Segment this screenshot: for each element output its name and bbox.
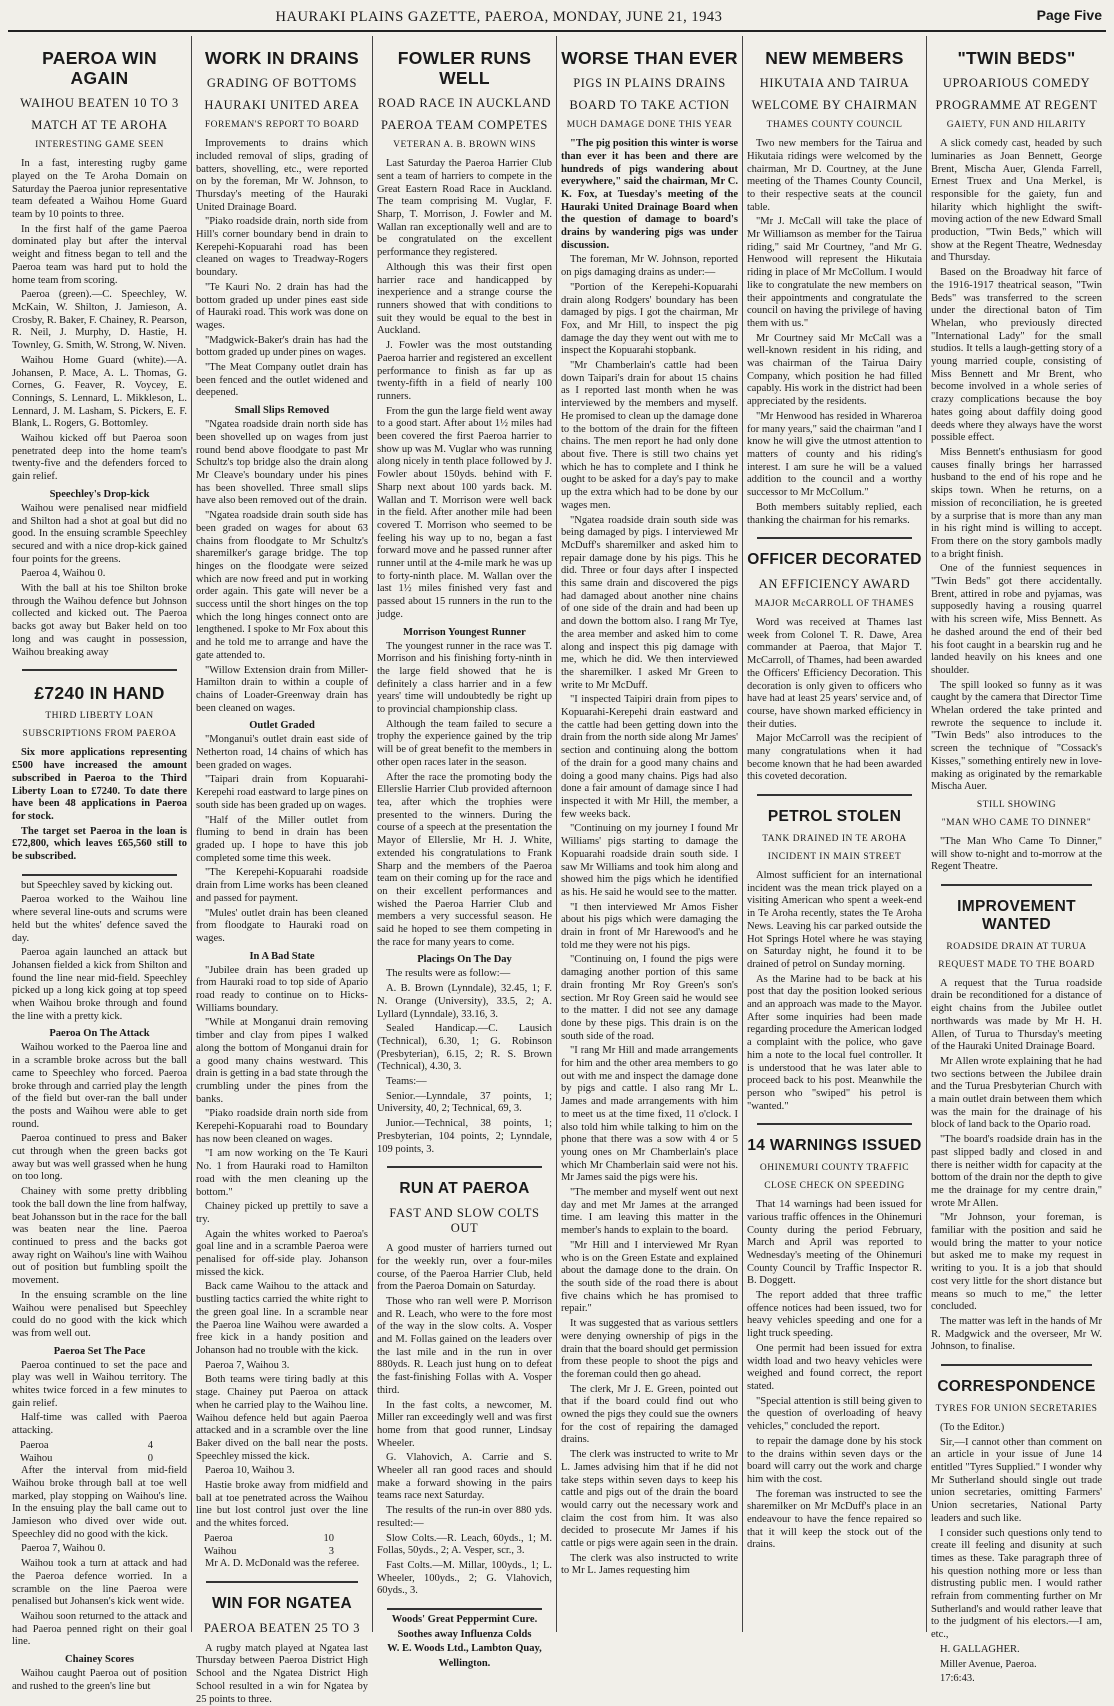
article-deck: BOARD TO TAKE ACTION	[569, 98, 730, 113]
section-rule	[757, 794, 912, 796]
paragraph: Woods' Great Peppermint Cure.	[391, 1614, 538, 1626]
subheading: In A Bad State	[249, 950, 315, 962]
paragraph-group	[12, 1360, 187, 1438]
paragraph: Paeroa 4, Waihou 0.	[21, 568, 106, 580]
paragraph-group	[377, 968, 552, 1156]
paragraph: "Portion of the Kerepehi-Kopuarahi drain along Rodgers' boundary has been damaged by pigs. I got the chairman, Mr Fox, and Mr Hill, to inspect the pig damage the day they went out with me to inspect the Kopuarahi stopbank.	[561, 281, 738, 357]
paragraph: Mr Allen wrote explaining that he had two sections between the Jubilee drain and the Turua Presbyterian Church with a main outlet drain between them which was the main for the drainage of his block of land back to the Opario road.	[931, 1055, 1102, 1131]
article-deck: HAURAKI UNITED AREA	[204, 98, 360, 113]
paragraph: J. Fowler was the most outstanding Paeroa harrier and registered an excellent performance to finish as far up as twenty-fifth in a field of nearly 100 runners.	[377, 340, 552, 402]
newspaper-title: HAURAKI PLAINS GAZETTE, PAEROA, MONDAY, JUNE 21, 1943	[275, 9, 723, 25]
score-line: Waihou 0	[20, 1452, 153, 1464]
paragraph: The clerk was also instructed to write to Mr L. James requesting him	[561, 1552, 738, 1577]
article-deck: PAEROA TEAM COMPETES	[381, 118, 548, 133]
paragraph: "The Man Who Came To Dinner," will show to-night and to-morrow at the Regent Theatre.	[931, 835, 1102, 873]
article-deck: PAEROA BEATEN 25 TO 3	[203, 1620, 361, 1635]
paragraph: Hastie broke away from midfield and ball at toe penetrated across the Waihou line but lost control just over the line and the whites forced.	[196, 1480, 368, 1530]
masthead	[8, 4, 1106, 32]
article-headline: OFFICER DECORATED	[747, 551, 922, 569]
paragraph: Those who ran well were P. Morrison and R. Leach, who were to the fore most of the way in the slow colts. A. Vosper and M. Follas gained on the leaders over the last mile and in the run in over 880yds. R. Leach just hung on to defeat the fast-finishing Follas with A. Vosper third.	[377, 1295, 552, 1396]
paragraph: Paeroa worked to the Waihou line where several line-outs and scrums were held but the whites' defence saved the day.	[12, 894, 187, 944]
paragraph-group	[931, 1422, 1102, 1686]
paragraph-group	[12, 1668, 187, 1693]
paragraph: One permit had been issued for extra width load and two heavy vehicles were weighed and found correct, the report stated.	[747, 1342, 922, 1392]
column-5	[742, 36, 926, 1632]
subheading: Paeroa Set The Pace	[53, 1345, 146, 1357]
paragraph-group	[561, 254, 738, 1578]
paragraph: "The member and myself went out next day and met Mr James at the arranged time. I am leaving this matter in the member's hands to explain to the board.	[561, 1187, 738, 1237]
paragraph-group	[196, 734, 368, 945]
article-headline: WORSE THAN EVER	[561, 48, 738, 68]
paragraph-group	[747, 138, 922, 527]
section-rule	[206, 1581, 358, 1583]
paragraph: W. E. Woods Ltd., Lambton Quay,	[387, 1643, 542, 1655]
article-deck: ROAD RACE IN AUCKLAND	[377, 96, 552, 111]
paragraph: "Piako roadside drain north side from Kerepehi-Kopuarahi road to Boundary has now been cleaned on wages.	[196, 1108, 368, 1145]
lead-paragraph: "The pig position this winter is worse than ever it has been and there are hundreds of pigs wandering about everywhere," said the chairman, Mr C. K. Fox, at Tuesday's meeting of the Hauraki United Drainage Board when the question of damage to board's drains by wandering pigs was under discussion.	[561, 138, 738, 251]
article-deck: AN EFFICIENCY AWARD	[758, 577, 911, 592]
paragraph: G. Vlahovich, A. Carrie and S. Wheeler all ran good races and should make a forward showing in the pairs teams race next Saturday.	[377, 1452, 552, 1502]
paragraph: A rugby match played at Ngatea last Thursday between Paeroa District High School and the Ngatea District High School resulted in a win for Ngatea by 25 points to three.	[196, 1642, 368, 1705]
paragraph-group	[12, 1042, 187, 1340]
paragraph: Paeroa 7, Waihou 3.	[205, 1359, 290, 1371]
paragraph: From the gun the large field went away to a good start. After about 1½ miles had been covered the first Paeroa harrier to show up was M. Vuglar who was running along nicely in tenth place followed by J. Fowler about 150yds. behind with F. Sharp next about 100 yards back. M. Wallan and T. Morrison were well back in the field. After another mile had been covered T. Morrison who seemed to be feeling his way up to no, began a fast forward move and he passed runner after runner until at the 4-mile mark he was up to forty-ninth place. M. Wallan over the last 1½ miles finished very fast and passed about 15 runners in the run to the judge.	[377, 405, 552, 620]
score-line: Waihou 3	[204, 1545, 334, 1557]
article-headline: 14 WARNINGS ISSUED	[747, 1137, 922, 1155]
article-deck: WELCOME BY CHAIRMAN	[751, 98, 918, 113]
subheading: Speechley's Drop-kick	[49, 488, 150, 500]
paragraph: "Taipari drain from Kopuarahi-Kerepehi road eastward to large pines on south side has been graded up on wages.	[196, 774, 368, 811]
article-headline: NEW MEMBERS	[765, 48, 904, 68]
paragraph: One of the funniest sequences in "Twin Beds" got there accidentally. Brent, attired in robe and pyjamas, was supposedly having a rousing quarrel with his screen wife, Miss Bennett. As he dashed around the end of their bed his foot caught in a bearskin rug and he landed heavily on his knees and one shoulder.	[931, 563, 1102, 676]
paragraph: "Mr Johnson, your foreman, is familiar with the position and said he would bring the matter to your notice but asked me to make my request in writing to you. It is a job that should cost very little for the short distance but means so much to me," the letter concluded.	[931, 1212, 1102, 1313]
article-headline: CORRESPONDENCE	[937, 1378, 1096, 1396]
article-deck: TANK DRAINED IN TE AROHA	[762, 833, 907, 844]
paragraph: "Monganui's outlet drain east side of Netherton road, 14 chains of which has been graded on wages.	[196, 734, 368, 771]
paragraph: Both teams were tiring badly at this stage. Chainey put Paeroa on attack when he carried play to the Waihou line. Waihou defence held but again Paeroa attacked and in a scramble over the line Baker dived on the ball near the posts. Speechley missed the kick.	[196, 1374, 368, 1462]
paragraph: Paeroa continued to press and Baker cut through when the green backs got away but was well grassed when he hung on too long.	[12, 1133, 187, 1183]
paragraph-group	[931, 978, 1102, 1354]
subheading: Chainey Scores	[65, 1654, 134, 1666]
paragraph-group	[931, 138, 1102, 794]
page-number: Page Five	[1036, 7, 1102, 23]
paragraph: 17:6:43.	[940, 1673, 975, 1685]
paragraph: "The board's roadside drain has in the past slipped badly and closed in and there is neither width for capacity at the bottom of the drain nor the depth to give me the drainage for my centre drain," wrote Mr Allen.	[931, 1134, 1102, 1209]
article-deck: THIRD LIBERTY LOAN	[45, 711, 154, 722]
paragraph: Again the whites worked to Paeroa's goal line and in a scramble Paeroa were penalised for off-side play. Johanson missed the kick.	[196, 1228, 368, 1278]
paragraph: (To the Editor.)	[940, 1421, 1005, 1433]
paragraph: Waihou were penalised near midfield and Shilton had a shot at goal but did no good. In the ensuing scramble Speechley secured and with a nice drop-kick gained four points for the greens.	[12, 502, 187, 565]
paragraph: Senior.—Lynndale, 37 points, 1; University, 40, 2; Technical, 69, 3.	[377, 1090, 552, 1115]
article-deck: TYRES FOR UNION SECRETARIES	[935, 1403, 1098, 1414]
paragraph: to repair the damage done by his stock to the drains within seven days or the board will carry out the work and charge him with the cost.	[747, 1435, 922, 1485]
paragraph: "Mules' outlet drain has been cleaned from floodgate to Hauraki road on wages.	[196, 907, 368, 944]
paragraph: Wellington.	[438, 1658, 491, 1670]
section-rule	[387, 1608, 542, 1610]
paragraph: The report added that three traffic offence notices had been issued, two for heavy vehicles speeding and one for a light truck speeding.	[747, 1290, 922, 1340]
paragraph: "Madgwick-Baker's drain has had the bottom graded up under pines on wages.	[196, 334, 368, 359]
paragraph: The matter was left in the hands of Mr R. Madgwick and the overseer, Mr W. Johnson, to finalise.	[931, 1316, 1102, 1353]
score-line: Paeroa 4	[20, 1439, 153, 1451]
article-deck: HIKUTAIA AND TAIRUA	[759, 76, 910, 91]
section-rule	[387, 1166, 542, 1168]
paragraph: After the race the promoting body the Ellerslie Harrier Club provided afternoon tea, after which the trophies were presented to the winners. During the course of a speech at the presentation the Mayor of Ellerslie, Mr H. J. White, extended his congratulations to Frank Sharp and the members of the Paeroa team on their coming up for the race and on their excellent performances and wished the Paeroa Harrier Club and members a very successful season. He said he hoped to see them competing in the race for many years to come.	[377, 771, 552, 948]
paragraph: Teams:—	[386, 1076, 427, 1088]
paragraph: Miller Avenue, Paeroa.	[940, 1658, 1037, 1670]
paragraph: "Ngatea roadside drain north side has been shovelled up on wages from just round bend above floodgate to past Mr Schultz's top bridge also the drain along Mr Cleave's boundary under his pines has been shovelled. Three small slips have also been removed out of the drain.	[196, 419, 368, 507]
paragraph: Based on the Broadway hit farce of the 1916-1917 theatrical season, "Twin Beds" was transferred to the screen under the directional baton of Tim Whelan, who previously directed "International Lady" for the small studios. It tells a laugh-getting story of a young married couple, consisting of Miss Bennett and Mr Brent, who become involved in a whole series of crazy complications because the boy hates going about daffily doing good deeds where they always have the worst possible effect.	[931, 267, 1102, 444]
section-rule	[757, 1123, 912, 1125]
paragraph: The clerk was instructed to write to Mr L. James advising him that if he did not take steps within seven days to keep his cattle and pigs out of the drain the board would carry out the necessary work and claim the cost from him. It was also decided to prosecute Mr James if his cattle or pigs were again seen in the drain.	[561, 1449, 738, 1550]
paragraph: Half-time was called with Paeroa attacking.	[12, 1412, 187, 1437]
paragraph: In the fast colts, a newcomer, M. Miller ran exceedingly well and was first home from that good runner, Lindsay Wheeler.	[377, 1399, 552, 1449]
paragraph: After the interval from mid-field Waihou broke through ball at toe well marked, play stopping on Waihou's line. In the ensuing play the ball came out to Jamieson who dived over wide out. Speechley did no good with the kick.	[12, 1465, 187, 1540]
paragraph: Although this was their first open harrier race and handicapped by inexperience and a strange course the runners showed that with conditions to suit they would be equal to the best in Auckland.	[377, 261, 552, 337]
paragraph: It was suggested that as various settlers were denying ownership of pigs in the drain that the board should get permission from these people to shoot the pigs and the foreman could then go ahead.	[561, 1318, 738, 1380]
paragraph: Word was received at Thames last week from Colonel T. R. Dawe, Area commander at Paeroa, that Major T. McCarroll, of Thames, had been awarded the Officers' Efficiency Decoration. This decoration is only given to officers who have had at least 25 years' service and, of course, have shown marked efficiency in their duties.	[747, 617, 922, 730]
advertisement	[377, 1614, 552, 1671]
paragraph-group	[196, 965, 368, 1531]
paragraph: Sealed Handicap.—C. Lausich (Technical), 6.30, 1; G. Robinson (Presbyterian), 6.15, 2; R. S. Brown (Technical), 4.30, 3.	[377, 1023, 552, 1073]
paragraph: A slick comedy cast, headed by such luminaries as Joan Bennett, George Brent, Mischa Auer, Glenda Farrell, Ernest Truex and Una Merkel, is responsible for the gaiety, fun and hilarity which highlight the swift-moving action of the new Edward Small production, "Twin Beds," which will show at the Regent Theatre, Wednesday and Thursday.	[931, 138, 1102, 264]
article-deck: CLOSE CHECK ON SPEEDING	[764, 1181, 905, 1192]
article-deck: STILL SHOWING	[976, 799, 1057, 810]
paragraph: Although the team failed to secure a trophy the experience gained by the trip will be of great benefit to the members in other open races later in the season.	[377, 718, 552, 768]
paragraph: "Ngatea roadside drain south side has been graded on wages for about 63 chains from floodgate to Mr Schultz's sharemilker's garage bridge. The top hinges on the floodgate were seized which are now freed and put in working order again. This gate will never be a success until the short hinges on the top which the long hinges connect onto are lengthened. I spoke to Mr Fox about this and he told me to arrange and have the gate attended to.	[196, 510, 368, 661]
paragraph: "Continuing on, I found the pigs were damaging another portion of this same drain fronting Mr Roy Green's son's section. Mr Roy Green said he would see to the matter. I did not see any damage done by these pigs. This drain is on the south side of the road.	[561, 954, 738, 1042]
paragraph: Waihou Home Guard (white).—A. Johansen, P. Mace, A. L. Thomas, G. Cornes, G. Feaver, R. Voycey, E. Connings, S. Lennard, L. Mikkleson, L. Lennard, J. M. Lasham, S. Pickers, E. F. Blank, L. Rogers, G. Bottomley.	[12, 354, 187, 430]
paragraph: A good muster of harriers turned out for the weekly run, over a four-miles course, of the Paeroa Harrier Club, held from the Paeroa Domain on Saturday.	[377, 1243, 552, 1293]
subheading: Placings On The Day	[417, 954, 512, 966]
paragraph: Last Saturday the Paeroa Harrier Club sent a team of harriers to compete in the Great Eastern Road Race in Auckland. The team comprising M. Vuglar, F. Sharp, T. Morrison, J. Fowler and M. Wallan ran exceptionally well and are to be congratulated on the excellent performance they registered.	[377, 158, 552, 259]
score-line: Paeroa 10	[204, 1532, 334, 1544]
paragraph: "Mr Hill and I interviewed Mr Ryan who is on the Green Estate and explained about the damage done to the drain. On the south side of the road there is about five chains which he has promised to repair."	[561, 1239, 738, 1315]
paragraph: Paeroa (green).—C. Speechley, W. McKain, W. Shilton, J. Jamieson, A. Crosby, R. Baker, F. Chainey, R. Pearson, R. Neil, J. Murphy, D. Hastie, H. Townley, G. Smith, W. Strong, W. Niven.	[12, 289, 187, 352]
paragraph: Soothes away Influenza Colds	[397, 1628, 532, 1640]
paragraph: The target set Paeroa in the loan is £72,800, which leaves £65,560 still to be subscribed.	[12, 825, 187, 863]
paragraph: The youngest runner in the race was T. Morrison and his finishing forty-ninth in the large field showed that he is definitely a class harrier and in a few years' time will undoubtedly be right up to provincial championship class.	[377, 640, 552, 716]
paragraph: "I am now working on the Te Kauri No. 1 from Hauraki road to Hamilton road with the men cleaning up the bottom."	[196, 1148, 368, 1198]
article-headline: £7240 IN HAND	[34, 683, 165, 704]
article-deck: ROADSIDE DRAIN AT TURUA	[946, 941, 1087, 952]
paragraph: Mr Courtney said Mr McCall was a well-known resident in his riding, and was chairman of the Tairua Dairy Company, which position he had filled capably. His work in the district had been appreciated by the residents.	[747, 332, 922, 408]
paragraph: Almost sufficient for an international incident was the mean trick played on a visiting American who spent a week-end in Te Aroha recently, states the Te Aroha News. Leaving his car parked outside the Hot Springs Hotel where he was staying on Saturday night, he found it to be drained of petrol on Sunday morning.	[747, 869, 922, 970]
paragraph: Junior.—Technical, 38 points, 1; Presbyterian, 104 points, 2; Lynndale, 109 points, 3.	[377, 1118, 552, 1155]
paragraph: Mr A. D. McDonald was the referee.	[205, 1558, 360, 1570]
paragraph: "I inspected Taipiri drain from pipes to Kopuarahi-Kerepehi drain eastward and the cattle had been getting down into the drain from the north side along Mr James' section and continuing along the bottom of the drain for a good many chains and doing a good many chains. Pigs had also done a fair amount of damage since I had inspected it with Mr Hill, the member, a few weeks back.	[561, 694, 738, 820]
article-deck: GRADING OF BOTTOMS	[206, 76, 358, 91]
article-deck: SUBSCRIPTIONS FROM PAEROA	[22, 729, 177, 740]
paragraph-group	[931, 836, 1102, 874]
paragraph: The results were as follow:—	[386, 968, 511, 980]
article-deck: MUCH DAMAGE DONE THIS YEAR	[566, 120, 733, 131]
paragraph-group	[12, 747, 187, 863]
paragraph: "While at Monganui drain removing timber and clay from pipes I walked along the bottom of Monganui drain for a good many chains westward. This drain is getting in a bad state through the crumbling under the pines from the banks.	[196, 1017, 368, 1105]
article-deck: VETERAN A. B. BROWN WINS	[393, 140, 536, 151]
column-2	[191, 36, 372, 1705]
paragraph-group	[12, 1465, 187, 1649]
paragraph-group	[747, 617, 922, 784]
paragraph-group	[377, 641, 552, 950]
paragraph: Paeroa 7, Waihou 0.	[21, 1543, 106, 1555]
article-deck: GAIETY, FUN AND HILARITY	[946, 120, 1087, 131]
paragraph: "Jubilee drain has been graded up from Hauraki road to top side of Apario road ready to continue on to Hicks-Williams boundary.	[196, 964, 368, 1014]
subheading: Paeroa On The Attack	[49, 1028, 150, 1040]
article-deck: INTERESTING GAME SEEN	[35, 140, 164, 151]
article-deck: PIGS IN PLAINS DRAINS	[573, 76, 726, 91]
article-deck: THAMES COUNTY COUNCIL	[766, 120, 903, 131]
paragraph: Waihou took a turn at attack and had the Paeroa defence worried. In a scramble on the line Paeroa were penalised but Johansen's kick went wide.	[12, 1558, 187, 1608]
paragraph: Two new members for the Tairua and Hikutaia ridings were welcomed by the chairman, Mr D. Courtney, at the June meeting of the Thames County Council, to their respective seats at the council table.	[747, 138, 922, 213]
paragraph: "Ngatea roadside drain south side was being damaged by pigs. I interviewed Mr McDuff's sharemilker and asked him to repair damage done by his pigs. This he did. Three or four days after I inspected this same drain and discovered the pigs had damaged about another nine chains of one side of the drain and had been up and down the bottom also. I rang Mr Tye, the area member and asked him to come along and inspect this pig damage with me, which he did. We then interviewed the sharemilker. I asked Mr Green to write to Mr McDuff.	[561, 514, 738, 691]
paragraph: Major McCarroll was the recipient of many congratulations when it had become known that he had been awarded this coveted decoration.	[747, 733, 922, 783]
paragraph: "Mr Chamberlain's cattle had been down Taipari's drain for about 15 chains as I reported last month when he was interviewed by the members and myself. He promised to clean up the damage done to the bottom of the drain for the fifteen chains. The men report he had only done about five. There is still two chains yet which he has to complete and I think he ought to be asked for a day's pay to make up the extra which had to be done by our wages men.	[561, 360, 738, 511]
article-deck: FOREMAN'S REPORT TO BOARD	[204, 120, 360, 131]
paragraph: but Speechley saved by kicking out.	[21, 879, 173, 891]
section-rule	[22, 874, 177, 876]
article-headline: PAEROA WIN AGAIN	[42, 48, 157, 89]
paragraph: Waihou soon returned to the attack and had Paeroa penned right on their goal line.	[12, 1610, 187, 1648]
paragraph: Chainey with some pretty dribbling took the ball down the line from halfway, beat Johansson but in the race for the ball was beaten near the line. Paeroa continued to press and the backs got away right on Waihou's line with Waihou out of position but fumbling spoilt the movement.	[12, 1186, 187, 1287]
article-headline: PETROL STOLEN	[767, 808, 902, 826]
paragraph-group	[196, 138, 368, 400]
subheading: Morrison Youngest Runner	[403, 626, 526, 638]
paragraph: Miss Bennett's enthusiasm for good causes finally brings her harrassed husband to the end of his rope and he skips town. When he returns, on a mission of reconciliation, he is greeted by a surprise that is more than any man in his right mind is willing to accept. From there on the story gambols madly to a bright finish.	[931, 447, 1102, 560]
article-headline: "TWIN BEDS"	[957, 48, 1076, 68]
article-headline: IMPROVEMENT WANTED	[957, 898, 1076, 933]
subheading: Small Slips Removed	[234, 405, 330, 417]
paragraph-group	[377, 1243, 552, 1598]
article-headline: FOWLER RUNS WELL	[397, 48, 532, 89]
paragraph: Waihou worked to the Paeroa line and in a scramble broke across but the ball came to Speechley who forced. Paeroa broke through and carried play the length of the field but over-ran the ball under the posts and Waihou were able to get round.	[12, 1042, 187, 1130]
paragraph: With the ball at his toe Shilton broke through the Waihou defence but Johnson collected and kicked out. The Paeroa backs got away but Baker held on too long and was caught in possession, Waihou breaking away	[12, 583, 187, 658]
article-deck: "MAN WHO CAME TO DINNER"	[941, 817, 1092, 828]
paragraph: The results of the run-in over 880 yds. resulted:—	[377, 1505, 552, 1529]
section-rule	[757, 537, 912, 539]
paragraph: H. GALLAGHER.	[940, 1643, 1020, 1655]
article-deck: REQUEST MADE TO THE BOARD	[938, 959, 1095, 970]
paragraph-group	[12, 503, 187, 659]
paragraph: "The Meat Company outlet drain has been fenced and the outlet widened and deepened.	[196, 362, 368, 399]
paragraph: The spill looked so funny as it was caught by the camera that Director Time Whelan ordered the take printed and rewrote the sequence to include it. "Twin Beds" also introduces to the screen the technique of "Cossack's Kisses," something entirely new in love-making as originated by the remarkable Mischa Auer.	[931, 679, 1102, 793]
paragraph: Fast Colts.—M. Millar, 100yds., 1; L. Wheeler, 100yds., 2; G. Vlahovich, 60yds., 3.	[377, 1559, 552, 1597]
paragraph: The foreman, Mr W. Johnson, reported on pigs damaging drains as under:—	[561, 254, 738, 279]
paragraph: Paeroa continued to set the pace and play was well in Waihou territory. The whites twice forced in a few minutes to gain relief.	[12, 1359, 187, 1409]
paragraph: A. B. Brown (Lynndale), 32.45, 1; F. N. Orange (University), 33.5, 2; A. Lyllard (Lynndale), 33.16, 3.	[377, 983, 552, 1020]
section-rule	[941, 1364, 1092, 1366]
paragraph: Sir,—I cannot other than comment on an article in your issue of June 14 entitled "Tyres Supplied." I wonder why Mr Sutherland should single out trade union secretaries, omitting Farmers' Union secretaries, National Party leaders and such like.	[931, 1436, 1102, 1524]
paragraph: "Special attention is still being given to the question of overloading of heavy vehicles," concluded the report.	[747, 1395, 922, 1433]
paragraph: The clerk, Mr J. E. Green, pointed out that if the board could find out who owned the pigs they could sue the owners for the cost of repairing the damaged drains.	[561, 1383, 738, 1446]
article-deck: UPROARIOUS COMEDY	[942, 76, 1091, 91]
paragraph: "Continuing on my journey I found Mr Williams' pigs starting to damage the Kopuarahi roadside drain south side. I saw Mr Williams and took him along and showed him the pigs which he identified as his. He said he would see to the matter.	[561, 823, 738, 898]
paragraph: A request that the Turua roadside drain be reconditioned for a distance of eight chains from the Jubilee outlet northwards was made by Mr H. H. Allen, of Turua to Thursday's meeting of the Hauraki United Drainage Board.	[931, 977, 1102, 1053]
paragraph: "Piako roadside drain, north side from Hill's corner boundary bend in drain to Kerepehi-Kopuarahi road has been cleaned on wages to Treadway-Rogers boundary.	[196, 216, 368, 279]
paragraph: I consider such questions only tend to create ill feeling and disunity at such times as these. Take paragraph three of his question nothing more or less than distrusting public men. I would rather refrain from commenting further on Mr Sutherland's and would rather leave that to the judgment of his electors.—I am, etc.,	[931, 1527, 1102, 1641]
article-deck: WAIHOU BEATEN 10 TO 3	[20, 96, 179, 111]
paragraph: Six more applications representing £500 have increased the amount subscribed in Paeroa to the Third Liberty Loan to £7240. To date there have been 48 applications in Paeroa for stock.	[12, 747, 187, 822]
column-3	[372, 36, 556, 1670]
article-deck: FAST AND SLOW COLTS OUT	[389, 1206, 540, 1236]
column-1	[8, 36, 191, 1692]
paragraph: In the ensuing scramble on the line Waihou were penalised but Speechley could do no good with the kick which was from well out.	[12, 1289, 187, 1339]
column-4	[556, 36, 742, 1632]
article-deck: OHINEMURI COUNTY TRAFFIC	[759, 1163, 910, 1174]
paragraph: Slow Colts.—R. Leach, 60yds., 1; M. Follas, 50yds., 2; A. Vesper, scr., 3.	[377, 1532, 552, 1557]
article-headline: RUN AT PAEROA	[399, 1180, 530, 1198]
paragraph: "The Kerepehi-Kopuarahi roadside drain from Lime works has been cleaned and passed for payment.	[196, 867, 368, 904]
paragraph: "I rang Mr Hill and made arrangements for him and the other area members to go out with me and inspect the damage done by pigs and cattle. I also rang Mr L. James and made arrangements with him to meet us at the time fixed, 11 o'clock. I also told him while talking to him on the phone that there was a sow with 4 or 5 young ones on Mr Chamberlain's place which Mr Chamberlain said were not his. Mr James said the pigs were his.	[561, 1045, 738, 1184]
paragraph: That 14 warnings had been issued for various traffic offences in the Ohinemuri County during the period February, March and April was reported to Wednesday's meeting of the Ohinemuri County Council by Traffic Inspector R. B. Doggett.	[747, 1199, 922, 1287]
paragraph-group	[196, 419, 368, 715]
paragraph: The foreman was instructed to see the sharemilker on Mr McDuff's place in an endeavour to have the fence repaired so that it will keep the stock out of the drains.	[747, 1488, 922, 1551]
paragraph: In the first half of the game Paeroa dominated play but after the interval weight and fitness began to tell and the Paeroa team was hard put to hold the home team from scoring.	[12, 223, 187, 286]
column-6	[926, 36, 1106, 1685]
paragraph: In a fast, interesting rugby game played on the Te Aroha Domain on Saturday the Paeroa junior representative team defeated a Waihou Home Guard team by 10 points to three.	[12, 158, 187, 221]
paragraph: Both members suitably replied, each thanking the chairman for his remarks.	[747, 501, 922, 526]
paragraph: Paeroa 10, Waihou 3.	[205, 1465, 295, 1477]
paragraph: As the Marine had to be back at his post that day the position looked serious and an approach was made to the Mayor. After some inquiries had been made regarding procedure the American lodged a complaint with the police, who gave him a note to the local fuel controller. It is understood that he was later able to proceed back to his post. Meanwhile the person who "swiped" his petrol is "wanted."	[747, 973, 922, 1112]
section-rule	[941, 884, 1092, 886]
article-deck: PROGRAMME AT REGENT	[935, 98, 1098, 113]
paragraph: Waihou caught Paeroa out of position and rushed to the green's line but	[12, 1668, 187, 1692]
article-deck: INCIDENT IN MAIN STREET	[767, 851, 902, 862]
paragraph: "Te Kauri No. 2 drain has had the bottom graded up under pines east side of Hauraki road. This work was done on wages.	[196, 281, 368, 331]
paragraph: Chainey picked up prettily to save a try.	[196, 1201, 368, 1225]
paragraph-group	[196, 1643, 368, 1706]
paragraph: Back came Waihou to the attack and bustling tactics carried the white right to the green goal line. In a scramble near the Paeroa line Waihou were awarded a free kick in a handy position and Johanson had no trouble with the kick.	[196, 1281, 368, 1356]
article-deck: MAJOR McCARROLL OF THAMES	[754, 599, 915, 610]
article-headline: WIN FOR NGATEA	[212, 1594, 352, 1612]
paragraph-group	[12, 880, 187, 1024]
paragraph-group	[377, 158, 552, 621]
paragraph-group	[747, 1199, 922, 1552]
paragraph: Waihou kicked off but Paeroa soon penetrated deep into the home team's twenty-five and the defenders forced to gain relief.	[12, 433, 187, 483]
paragraph-group	[12, 158, 187, 484]
paragraph: Paeroa again launched an attack but Johansen fielded a kick from Shilton and found the line near mid-field. Speechley picked up a long kick going at top speed when Waihou broke through and found the line with a pretty kick.	[12, 947, 187, 1022]
section-rule	[22, 669, 177, 671]
paragraph: "Willow Extension drain from Miller-Hamilton drain to within a couple of chains of Loader-Greenway drain has been cleaned on wages.	[196, 664, 368, 714]
paragraph: "I then interviewed Mr Amos Fisher about his pigs which were damaging the drain in front of Mr Harewood's and he told me they were not his pigs.	[561, 901, 738, 951]
paragraph-group	[747, 870, 922, 1113]
subheading: Outlet Graded	[249, 720, 315, 732]
paragraph: "Mr Henwood has resided in Whareroa for many years," said the chairman "and I know he will give the utmost attention to matters of county and his riding's interest. I am sure he will be a valued addition to the council and a worthy successor to Mr McCollum."	[747, 410, 922, 499]
paragraph: Improvements to drains which included removal of slips, grading of batters, shovelling, etc., were reported on by the foreman, Mr W. Johnson, to Thursday's meeting of the Hauraki United Drainage Board.	[196, 138, 368, 213]
article-deck: MATCH AT TE AROHA	[31, 118, 168, 133]
paragraph: "Mr J. McCall will take the place of Mr Williamson as member for the Tairua riding," said Mr Courtney, "and Mr G. Henwood will represent the Hikutaia riding in place of Mr McCollum. I would like to congratulate the new members on their appointments and congratulate the council on having the privilege of having them with us."	[747, 216, 922, 329]
article-headline: WORK IN DRAINS	[205, 48, 359, 68]
paragraph: "Half of the Miller outlet from fluming to bend in drain has been graded up. I hope to have this job completed some time this week.	[196, 814, 368, 864]
